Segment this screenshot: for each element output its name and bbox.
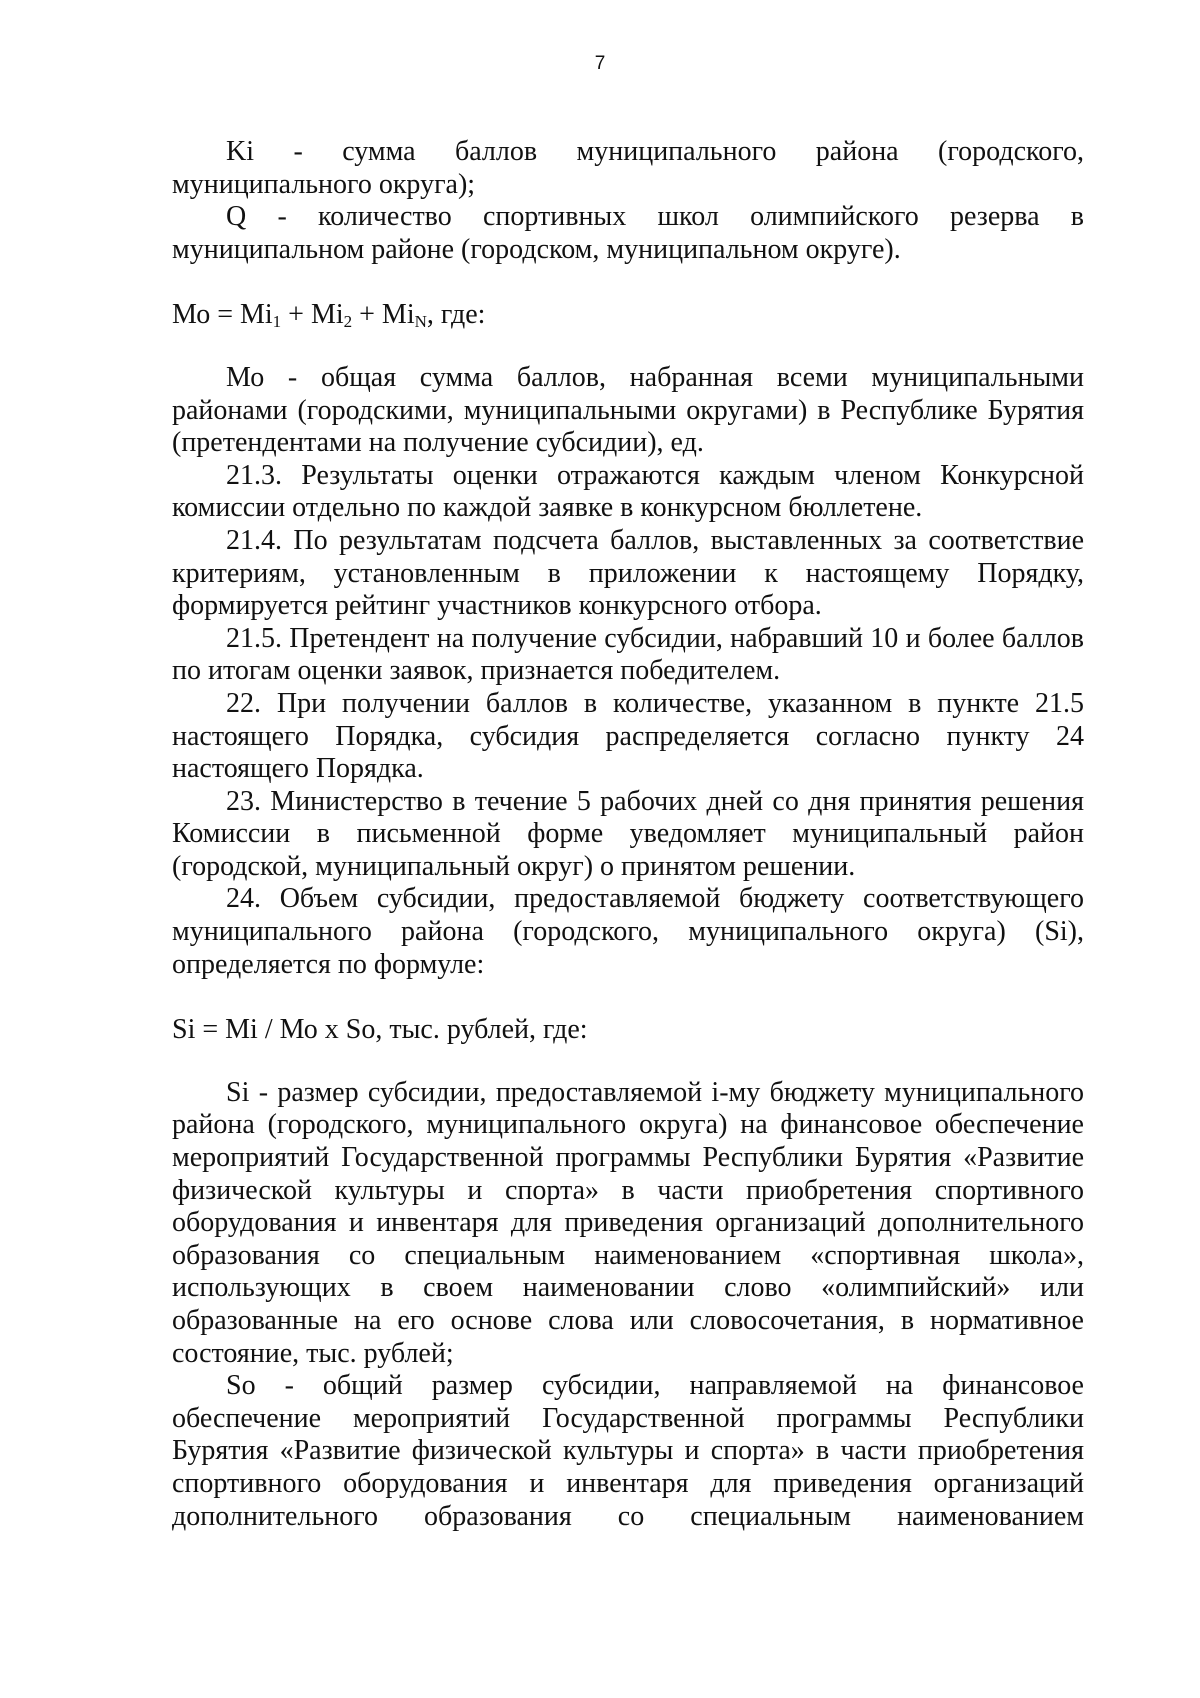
paragraph-22: 22. При получении баллов в количестве, указанном в пункте 21.5 настоящего Порядка, субсидия распределяется согласно пункту 24 настоящего Порядка. [172,687,1084,785]
formula-mo-sub-n: N [414,312,427,332]
formula-mo-plus-2: + Mi [352,299,415,331]
spacer [172,981,1084,1014]
formula-mo [172,299,1084,332]
paragraph-ki-definition: Ki - сумма баллов муниципального района (городского, муниципального округа); [172,136,1084,200]
paragraph-mo-definition: Мо - общая сумма баллов, набранная всеми муниципальными районами (городскими, муниципальными округами) в Республике Бурятия (претендентами на получение субсидии), ед. [172,361,1084,459]
document-body [172,136,1084,1533]
formula-mo-sub-2: 2 [343,312,353,332]
paragraph-23: 23. Министерство в течение 5 рабочих дней со дня принятия решения Комиссии в письменной форме уведомляет муниципальный район (городской, муниципальный округ) о принятом решении. [172,785,1084,882]
paragraph-q-definition: Q - количество спортивных школ олимпийского резерва в муниципальном районе (городском, муниципальном округе). [172,201,1084,265]
paragraph-si-definition: Si - размер субсидии, предоставляемой i-му бюджету муниципального района (городского, муниципального округа) на финансовое обеспечение мероприятий Государственной программы Республики Бурятия «Развитие физической культуры и спорта» в части приобретения спортивного оборудования и инвентаря для приведения организаций дополнительного образования со специальным наименованием «спортивная школа», использующих в своем наименовании слово «олимпийский» или образованные на его основе слова или словосочетания, в нормативное состояние, тыс. рублей; [172,1076,1084,1369]
page-number: 7 [594,53,606,74]
formula-mo-sub-1: 1 [272,312,282,332]
formula-mo-lhs: Мо = Mi [172,299,273,331]
paragraph-24: 24. Объем субсидии, предоставляемой бюджету соответствующего муниципального района (городского, муниципального округа) (Si), определяется по формуле: [172,883,1084,980]
spacer [172,266,1084,299]
spacer [172,332,1084,362]
paragraph-21-5: 21.5. Претендент на получение субсидии, набравший 10 и более баллов по итогам оценки заявок, признается победителем. [172,622,1084,687]
formula-si: Si = Mi / Мо х So, тыс. рублей, где: [172,1014,588,1046]
paragraph-21-3: 21.3. Результаты оценки отражаются каждым членом Конкурсной комиссии отдельно по каждой заявке в конкурсном бюллетене. [172,459,1084,524]
paragraph-21-4: 21.4. По результатам подсчета баллов, выставленных за соответствие критериям, установленным в приложении к настоящему Порядку, формируется рейтинг участников конкурсного отбора. [172,524,1084,622]
formula-mo-tail: , где: [426,299,486,331]
spacer [172,1047,1084,1077]
paragraph-so-definition: So - общий размер субсидии, направляемой на финансовое обеспечение мероприятий Государственной программы Республики Бурятия «Развитие физической культуры и спорта» в части приобретения спортивного оборудования и инвентаря для приведения организаций дополнительного образования со специальным наименованием [172,1370,1084,1532]
formula-mo-plus-1: + Mi [281,299,344,331]
